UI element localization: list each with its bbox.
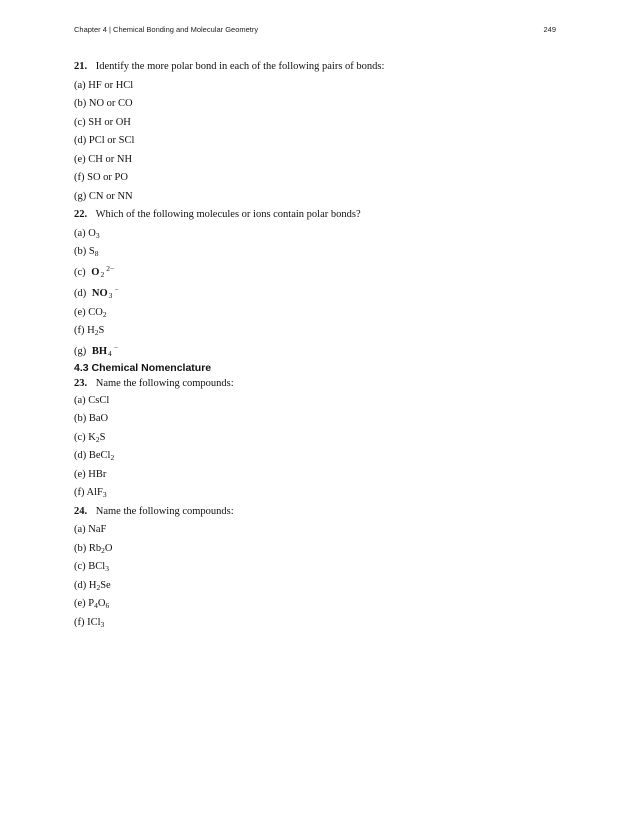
item-label: (f) xyxy=(74,616,85,628)
item-label: (f) xyxy=(74,487,85,498)
formula-base: O xyxy=(88,227,96,239)
formula-base: BeCl xyxy=(88,450,111,461)
q21-item-g: (g) CN or NN xyxy=(74,190,133,202)
q22-item-f xyxy=(74,322,556,341)
q21-item-a: (a) HF or HCl xyxy=(74,79,134,91)
formula-base: CO xyxy=(88,306,103,318)
q24-item-d xyxy=(74,577,556,596)
formula-base: K xyxy=(88,431,96,443)
item-label: (f) xyxy=(74,325,85,336)
question-number: 21. xyxy=(74,61,88,72)
formula-subscript: 3 xyxy=(100,619,105,629)
formula-subscript: 8 xyxy=(94,249,99,258)
question-number: 23. xyxy=(74,377,88,389)
formula-base: BH xyxy=(91,345,108,357)
formula-subscript: 3 xyxy=(102,490,107,499)
q23-item-e xyxy=(74,466,556,485)
q23-item-c xyxy=(74,429,556,448)
q24-item-b xyxy=(74,540,556,559)
formula-subscript: 3 xyxy=(105,564,109,573)
item-label: (c) xyxy=(74,561,86,572)
question-23 xyxy=(74,375,556,392)
q21-item-c: (c) SH or OH xyxy=(74,116,131,128)
item-label: (g) xyxy=(74,345,87,357)
formula-subscript: 2 xyxy=(94,328,99,337)
formula-base: Rb xyxy=(88,542,102,554)
item-label: (d) xyxy=(74,287,87,299)
q22-item-c xyxy=(74,262,556,283)
section-heading: 4.3 Chemical Nomenclature xyxy=(74,361,212,374)
item-label: (e) xyxy=(74,468,86,480)
item-label: (e) xyxy=(74,598,86,609)
item-label: (c) xyxy=(74,431,86,443)
formula-subscript: 4 xyxy=(108,348,112,358)
item-label: (e) xyxy=(74,306,86,318)
formula-base: O xyxy=(97,598,106,609)
q24-item-a xyxy=(74,521,556,540)
q22-item-g xyxy=(74,341,556,362)
chapter-title: Chapter 4 | Chemical Bonding and Molecular Geometry xyxy=(74,25,259,34)
item-label: (b) xyxy=(74,246,87,257)
item-label: (d) xyxy=(74,450,87,461)
formula-rest: Se xyxy=(100,579,111,591)
question-text: Name the following compounds: xyxy=(95,377,234,389)
formula-base: AlF xyxy=(86,487,103,498)
formula-base: H xyxy=(87,325,95,336)
q22-item-d xyxy=(74,283,556,304)
formula-base: P xyxy=(88,598,95,609)
item-label: (b) xyxy=(74,413,87,424)
formula-base: H xyxy=(88,579,97,591)
question-24 xyxy=(74,503,556,522)
running-header xyxy=(74,25,556,37)
q24-item-f xyxy=(74,614,556,633)
item-label: (d) xyxy=(74,579,87,591)
formula-charge: − xyxy=(114,284,119,294)
q23-item-f xyxy=(74,484,556,503)
formula-subscript: 2 xyxy=(110,453,115,462)
question-text: Which of the following molecules or ions contain polar bonds? xyxy=(95,209,361,220)
formula-base: ICl xyxy=(87,616,101,628)
question-22 xyxy=(74,206,556,225)
q22-item-a xyxy=(74,225,556,244)
formula-rest: O xyxy=(104,542,113,554)
item-label: (a) xyxy=(74,394,86,406)
q23-item-b xyxy=(74,410,556,429)
formula-base: BCl xyxy=(88,561,106,572)
formula-subscript: 2 xyxy=(95,434,100,444)
item-label: (b) xyxy=(74,542,87,554)
question-text: Identify the more polar bond in each of the following pairs of bonds: xyxy=(95,61,385,72)
formula-charge: 2− xyxy=(106,263,115,273)
formula: CsCl xyxy=(88,394,110,406)
question-number: 22. xyxy=(74,209,88,220)
formula-base: NO xyxy=(91,287,108,299)
question-21 xyxy=(74,58,556,77)
formula-base: S xyxy=(88,246,95,257)
ion-formula xyxy=(91,342,119,358)
formula-subscript: 2 xyxy=(102,309,107,319)
formula-subscript: 3 xyxy=(108,290,113,300)
formula-rest: S xyxy=(99,431,106,443)
formula-subscript: 6 xyxy=(105,601,110,610)
q21-item-b: (b) NO or CO xyxy=(74,98,133,109)
page-number: 249 xyxy=(543,25,556,34)
formula-subscript: 3 xyxy=(95,230,100,240)
q22-item-e xyxy=(74,304,556,323)
ion-formula xyxy=(91,284,119,300)
q24-item-e xyxy=(74,595,556,614)
formula-rest: S xyxy=(98,325,105,336)
page-content xyxy=(74,58,556,632)
q21-item-e: (e) CH or NH xyxy=(74,153,133,165)
formula-subscript: 4 xyxy=(94,601,98,610)
question-number: 24. xyxy=(74,505,88,517)
formula-subscript: 2 xyxy=(96,582,101,592)
formula: BaO xyxy=(88,413,109,424)
q24-item-c xyxy=(74,558,556,577)
item-label: (a) xyxy=(74,227,86,239)
item-label: (c) xyxy=(74,266,86,278)
formula-charge: − xyxy=(113,342,119,352)
question-text: Name the following compounds: xyxy=(95,505,234,517)
formula-subscript: 2 xyxy=(100,269,105,279)
formula: NaF xyxy=(88,524,107,535)
item-label: (a) xyxy=(74,524,86,535)
q23-item-a xyxy=(74,392,556,411)
formula-base: O xyxy=(91,266,100,278)
q22-item-b xyxy=(74,243,556,262)
q23-item-d xyxy=(74,447,556,466)
ion-formula xyxy=(91,263,115,279)
q21-item-f: (f) SO or PO xyxy=(74,172,128,183)
q21-item-d: (d) PCl or SCl xyxy=(74,135,135,146)
formula: HBr xyxy=(88,468,107,480)
formula-subscript: 2 xyxy=(101,545,105,555)
